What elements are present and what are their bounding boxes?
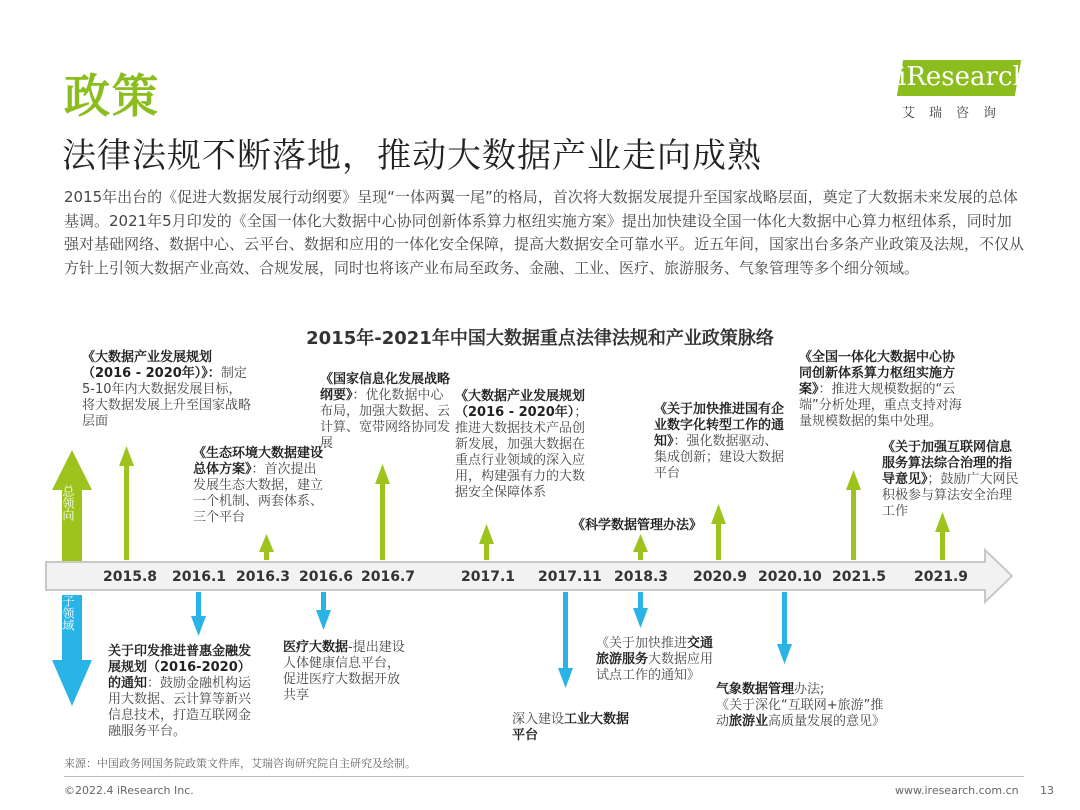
- footer-divider: [64, 776, 1024, 777]
- date-label: 2016.1: [172, 569, 227, 585]
- date-label: 2021.9: [914, 569, 969, 585]
- side-label-subfield: 子领域: [61, 595, 75, 631]
- lower-event: 医疗大数据-提出建设人体健康信息平台，促进医疗大数据开放共享: [283, 640, 405, 703]
- lower-event: 深入建设工业大数据平台: [512, 712, 630, 743]
- date-label: 2016.3: [236, 569, 291, 585]
- up-arrow-2020-9: [711, 504, 726, 560]
- date-label: 2020.9: [693, 569, 748, 585]
- up-arrow-2017-1: [479, 524, 494, 560]
- date-label: 2015.8: [103, 569, 158, 585]
- down-arrow-2016-6: [316, 592, 331, 630]
- date-label: 2017.1: [461, 569, 516, 585]
- section-title: 政策: [64, 69, 160, 123]
- headline: 法律法规不断落地，推动大数据产业走向成熟: [62, 136, 762, 176]
- date-label: 2017.11: [538, 569, 602, 585]
- up-arrow-2021-5: [846, 470, 861, 560]
- down-arrow-2016-1: [191, 592, 206, 636]
- logo-subtitle: 艾瑞咨询: [902, 106, 1011, 121]
- down-arrow-2018-3: [633, 592, 648, 628]
- down-arrow-2017-11: [558, 592, 573, 688]
- upper-event: 《关于加快推进国有企业数字化转型工作的通知》：强化数据驱动、集成创新；建设大数据平台: [654, 402, 785, 481]
- upper-event: 《科学数据管理办法》: [572, 518, 703, 533]
- website-link[interactable]: www.iresearch.com.cn: [895, 784, 1019, 797]
- date-label: 2021.5: [832, 569, 887, 585]
- upper-event: 《大数据产业发展规划（2016 - 2020年）；推进大数据技术产品创新发展，加强大数据在重点行业领域的深入应用，构建强有力的大数据安全保障体系: [455, 389, 588, 500]
- logo-text: iResearch: [898, 62, 1030, 92]
- up-arrow-2016-3: [259, 534, 274, 560]
- upper-event: 《国家信息化发展战略纲要》：优化数据中心布局，加强大数据、云计算、宽带网络协同发展: [320, 372, 451, 451]
- up-arrow-2018-3: [633, 534, 648, 560]
- date-label: 2018.3: [614, 569, 669, 585]
- upper-event: 《大数据产业发展规划（2016 - 2020年）》：制定5-10年内大数据发展目标，将大数据发展上升至国家战略层面: [82, 350, 252, 429]
- upper-event: 《生态环境大数据建设总体方案》：首次提出发展生态大数据，建立一个机制、两套体系、三个平台: [193, 446, 324, 525]
- lower-event: 关于印发推进普惠金融发展规划（2016-2020）的通知：鼓励金融机构运用大数据、云计算等新兴信息技术，打造互联网金融服务平台。: [108, 644, 252, 739]
- date-label: 2020.10: [758, 569, 822, 585]
- date-label: 2016.7: [361, 569, 416, 585]
- up-arrow-2016-7: [375, 464, 390, 560]
- lower-event: 气象数据管理办法; 《关于深化“互联网+旅游”推动旅游业高质量发展的意见》: [716, 682, 886, 729]
- upper-event: 《全国一体化大数据中心协同创新体系算力枢纽实施方案》：推进大规模数据的“云端”分析处理，重点支持对海量规模数据的集中处理。: [799, 350, 962, 429]
- intro-paragraph: 2015年出台的《促进大数据发展行动纲要》呈现“一体两翼一尾”的格局，首次将大数据发展提升至国家战略层面，奠定了大数据未来发展的总体基调。2021年5月印发的《全国一体化大数据中心协同创新体系算力枢纽实施方案》提出加快建设全国一体化大数据中心算力枢纽体系，同时加强对基础网络、数据中心、云平台、数据和应用的一体化安全保障，提高大数据安全可靠水平。近五年间，国家出台多条产业政策及法规，不仅从方针上引领大数据产业高效、合规发展，同时也将该产业布局至政务、金融、工业、医疗、旅游服务、气象管理等多个细分领域。: [64, 188, 1025, 277]
- up-arrow-2015-8: [119, 446, 134, 560]
- upper-event: 《关于加强互联网信息服务算法综合治理的指导意见》；鼓励广大网民积极参与算法安全治理工作: [882, 440, 1019, 519]
- source-note: 来源：中国政务网国务院政策文件库，艾瑞咨询研究院自主研究及绘制。: [64, 757, 416, 770]
- lower-event: 《关于加快推进交通旅游服务大数据应用试点工作的通知》: [596, 636, 714, 683]
- down-arrow-2020-10: [777, 592, 792, 664]
- diagram-title: 2015年-2021年中国大数据重点法律法规和产业政策脉络: [306, 328, 774, 349]
- date-label: 2016.6: [299, 569, 354, 585]
- copyright: ©2022.4 iResearch Inc.: [64, 784, 194, 797]
- side-label-general: 总领向: [61, 485, 75, 521]
- page-number: 13: [1040, 784, 1054, 797]
